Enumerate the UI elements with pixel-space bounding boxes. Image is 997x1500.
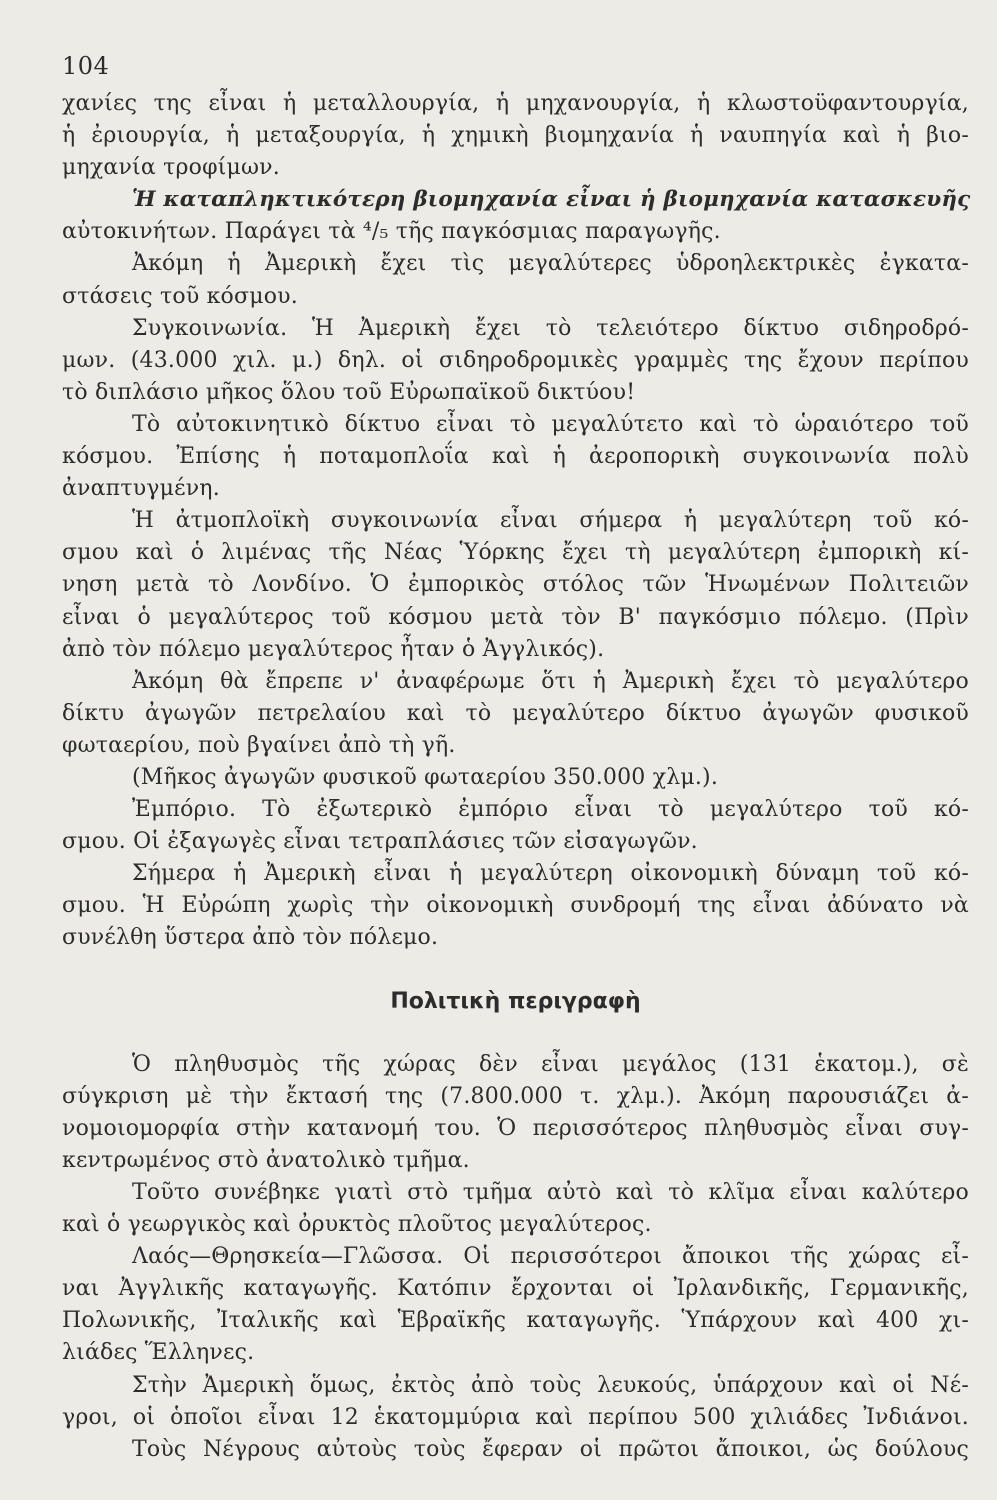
text-line: χανίες της εἶναι ἡ μεταλλουργία, ἡ μηχανουργία, ἡ κλωστοϋφαντουργία, (62, 91, 969, 116)
text-line: φωταερίου, ποὺ βγαίνει ἀπὸ τὴ γῆ. (62, 732, 456, 758)
text-line: Τοῦτο συνέβηκε γιατὶ στὸ τμῆμα αὐτὸ καὶ τὸ κλῖμα εἶναι καλύτερο (132, 1180, 969, 1205)
text-line: τὸ διπλάσιο μῆκος ὅλου τοῦ Εὐρωπαϊκοῦ δικτύου! (62, 379, 636, 405)
body-text (62, 88, 969, 1466)
text-line: ναι Ἀγγλικῆς καταγωγῆς. Κατόπιν ἔρχονται οἱ Ἰρλανδικῆς, Γερμανικῆς, (62, 1276, 969, 1302)
text-line: σμου. Οἱ ἐξαγωγὲς εἶναι τετραπλάσιες τῶν εἰσαγωγῶν. (62, 829, 698, 855)
text-line: (Μῆκος ἀγωγῶν φυσικοῦ φωταερίου 350.000 χλμ.). (132, 764, 719, 790)
text-line: ἡ ἐριουργία, ἡ μεταξουργία, ἡ χημικὴ βιομηχανία ἡ ναυπηγία καὶ ἡ βιο- (62, 123, 969, 149)
text-line: στάσεις τοῦ κόσμου. (62, 283, 298, 309)
text-line: σύγκριση μὲ τὴν ἔκτασή της (7.800.000 τ. χλμ.). Ἀκόμη παρουσιάζει ἀ- (62, 1083, 969, 1109)
text-line: λιάδες Ἕλληνες. (62, 1340, 255, 1366)
text-line: εἶναι ὁ μεγαλύτερος τοῦ κόσμου μετὰ τὸν Β' παγκόσμιο πόλεμο. (Πρὶν (62, 604, 969, 630)
text-line: Τὸ αὐτοκινητικὸ δίκτυο εἶναι τὸ μεγαλύτετο καὶ τὸ ὡραιότερο τοῦ (132, 411, 969, 437)
text-line: μηχανία τροφίμων. (62, 155, 280, 181)
text-line: γροι, οἱ ὁποῖοι εἶναι 12 ἑκατομμύρια καὶ περίπου 500 χιλιάδες Ἰνδιάνοι. (62, 1404, 969, 1430)
text-line: σμου. Ἡ Εὐρώπη χωρὶς τὴν οἰκονομικὴ συνδρομή της εἶναι ἀδύνατο νὰ (62, 893, 969, 919)
text-line: καὶ ὁ γεωργικὸς καὶ ὀρυκτὸς πλοῦτος μεγαλύτερος. (62, 1212, 652, 1238)
text-line: Ἀκόμη ἡ Ἀμερικὴ ἔχει τὶς μεγαλύτερες ὑδροηλεκτρικὲς ἐγκατα- (132, 251, 969, 277)
text-line: Πολωνικῆς, Ἰταλικῆς καὶ Ἑβραϊκῆς καταγωγῆς. Ὑπάρχουν καὶ 400 χι- (62, 1308, 969, 1334)
text-line: νηση μετὰ τὸ Λονδίνο. Ὁ ἐμπορικὸς στόλος τῶν Ἡνωμένων Πολιτειῶν (62, 572, 969, 598)
text-line: κόσμου. Ἐπίσης ἡ ποταμοπλοΐα καὶ ἡ ἀεροπορικὴ συγκοινωνία πολὺ (62, 444, 969, 470)
text-line: ἀπὸ τὸν πόλεμο μεγαλύτερος ἦταν ὁ Ἀγγλικός). (62, 636, 605, 662)
text-line: Σήμερα ἡ Ἀμερικὴ εἶναι ἡ μεγαλύτερη οἰκονομικὴ δύναμη τοῦ κό- (132, 861, 969, 887)
text-line: Ἀκόμη θὰ ἔπρεπε ν' ἀναφέρωμε ὅτι ἡ Ἀμερικὴ ἔχει τὸ μεγαλύτερο (132, 668, 969, 694)
text-line: Τοὺς Νέγρους αὐτοὺς τοὺς ἔφεραν οἱ πρῶτοι ἄποικοι, ὡς δούλους (132, 1436, 969, 1462)
text-line: Συγκοινωνία. Ἡ Ἀμερικὴ ἔχει τὸ τελειότερο δίκτυο σιδηροδρό- (132, 315, 969, 341)
text-line: ἀναπτυγμένη. (62, 476, 220, 502)
text-line: νομοιομορφία στὴν κατανομή του. Ὁ περισσότερος πληθυσμὸς εἶναι συγ- (62, 1115, 969, 1141)
section-heading: Πολιτικὴ περιγραφὴ (390, 988, 641, 1014)
text-line: Στὴν Ἀμερικὴ ὅμως, ἐκτὸς ἀπὸ τοὺς λευκούς, ὑπάρχουν καὶ οἱ Νέ- (132, 1372, 969, 1398)
text-line: αὐτοκινήτων. Παράγει τὰ ⁴/₅ τῆς παγκόσμιας παραγωγῆς. (62, 219, 721, 245)
page-number: 104 (62, 52, 110, 80)
text-line: συνέλθη ὕστερα ἀπὸ τὸν πόλεμο. (62, 925, 439, 951)
text-line: Ὁ πληθυσμὸς τῆς χώρας δὲν εἶναι μεγάλος (131 ἑκατομ.), σὲ (132, 1051, 969, 1077)
text-line: Ἡ καταπληκτικότερη βιομηχανία εἶναι ἡ βιομηχανία κατασκευῆς (132, 187, 971, 213)
text-line: δίκτυ ἀγωγῶν πετρελαίου καὶ τὸ μεγαλύτερο δίκτυο ἀγωγῶν φυσικοῦ (62, 700, 969, 726)
text-line: Ἡ ἀτμοπλοϊκὴ συγκοινωνία εἶναι σήμερα ἡ μεγαλύτερη τοῦ κό- (132, 508, 969, 534)
text-line: σμου καὶ ὁ λιμένας τῆς Νέας Ὑόρκης ἔχει τὴ μεγαλύτερη ἐμπορικὴ κί- (62, 540, 969, 566)
text-line: μων. (43.000 χιλ. μ.) δηλ. οἱ σιδηροδρομικὲς γραμμὲς της ἔχουν περίπου (62, 347, 969, 373)
text-line: κεντρωμένος στὸ ἀνατολικὸ τμῆμα. (62, 1147, 470, 1173)
text-line: Λαός—Θρησκεία—Γλῶσσα. Οἱ περισσότεροι ἄποικοι τῆς χώρας εἶ- (132, 1244, 969, 1270)
text-line: Ἐμπόριο. Τὸ ἐξωτερικὸ ἐμπόριο εἶναι τὸ μεγαλύτερο τοῦ κό- (132, 797, 969, 823)
